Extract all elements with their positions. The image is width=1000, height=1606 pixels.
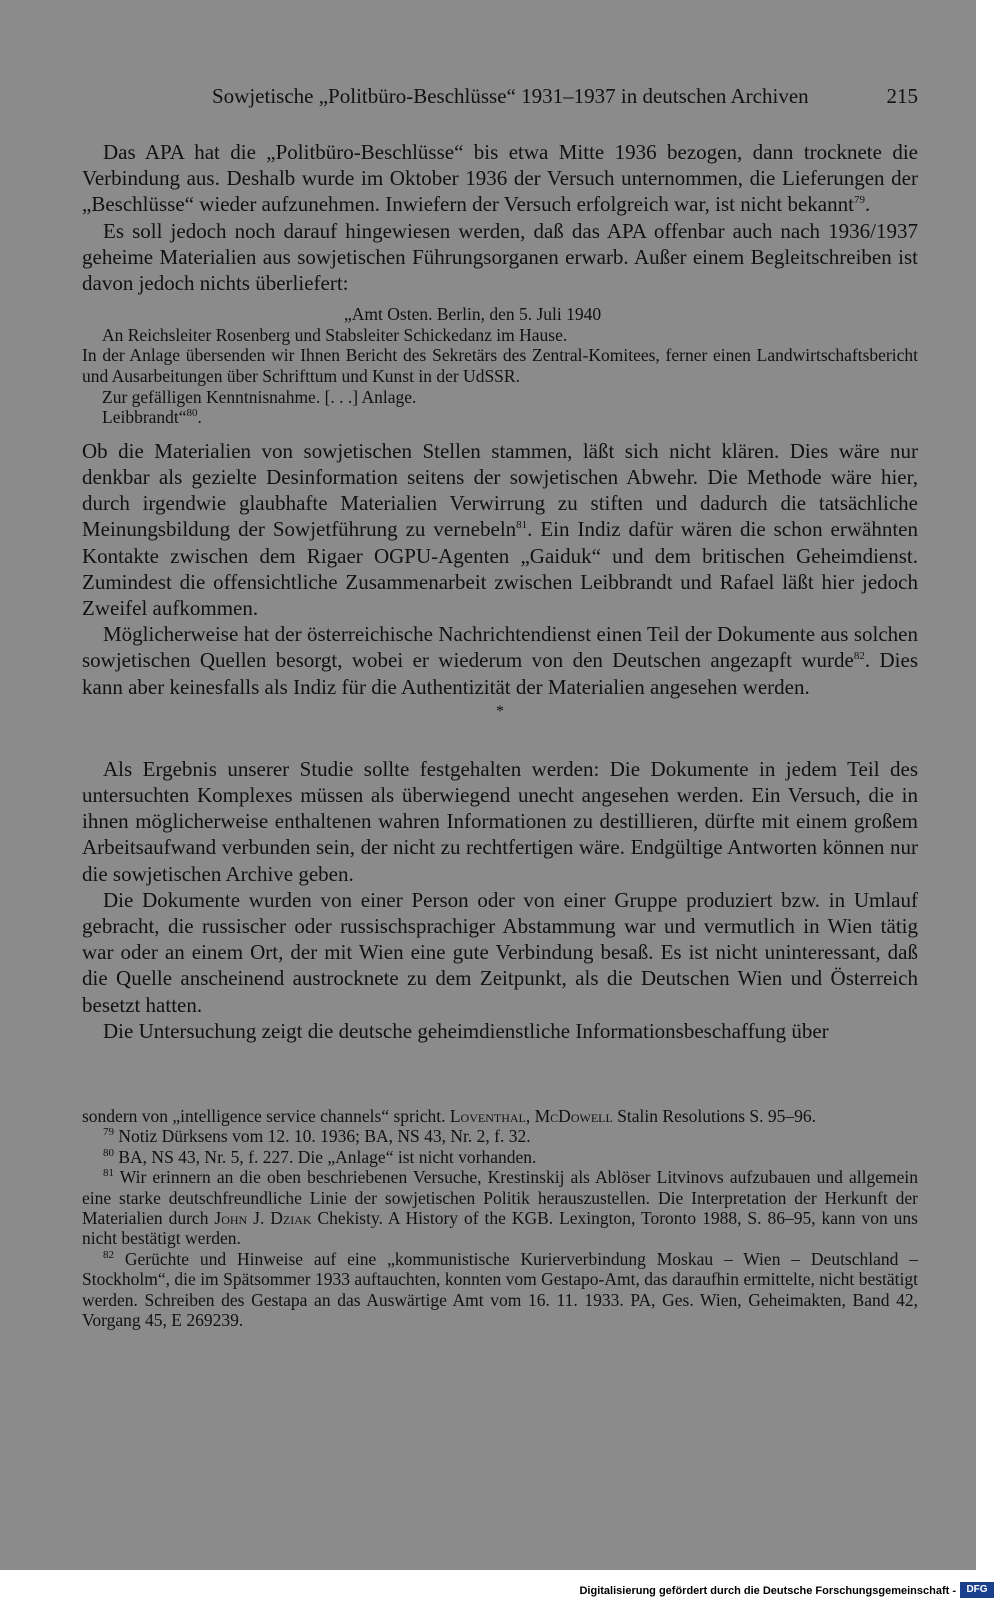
quote-closing: Zur gefälligen Kenntnisnahme. [. . .] Anlage. xyxy=(102,386,417,407)
footnote-ref-81: 81 xyxy=(516,519,528,532)
quote-body: In der Anlage übersenden wir Ihnen Bericht des Sekretärs des Zentral-Komitees, ferner einen Landwirtschaftsbericht und Ausarbeitungen über Schrifttum und Kunst in der UdSSR. xyxy=(82,345,918,386)
quote-dateline: „Amt Osten. Berlin, den 5. Juli 1940 xyxy=(344,304,602,325)
footnote-ref-82: 82 xyxy=(853,650,865,663)
digitization-footer xyxy=(0,1570,998,1606)
author-name: Loventhal, McDowell xyxy=(449,1106,613,1126)
footnote-82: $^{82}$ Gerüchte und Hinweise auf eine „kommunistische Kurierverbindung Moskau – Wien – Deutschland – Stockholm“, die im Spätsommer 1933 auftauchten, konnten vom Gestapo-Amt, das daraufhin ermittelte, nicht bestätigt werden. Schreiben des Gestapa an das Auswärtige Amt vom 16. 11. 1933. PA, Ges. Wien, Geheimakten, Band 42, Vorgang 45, E 269239. xyxy=(82,1248,918,1331)
footnote-81: $^{81}$ Wir erinnern an die oben beschriebenen Versuche, Krestinskij als Ablöser Litvinovs aufzubauen und allgemein eine starke deutschfreundliche Linie der sowjetischen Politik herauszustellen. Die Interpretation der Herkunft der Materialien durch John J. Dziak Chekisty. A History of the KGB. Lexington, Toronto 1988, S. 86–95, kann von uns nicht bestätigt werden. xyxy=(82,1167,918,1249)
footnotes xyxy=(82,1106,918,1330)
paragraph-3: Ob die Materialien von sowjetischen Stellen stammen, läßt sich nicht klären. Dies wäre nur denkbar als gezielte Desinformation seitens der sowjetischen Abwehr. Die Methode wäre hier, durch irgendwie glaubhafte Materialien Verwirrung zu stiften und dadurch die tatsächliche Meinungsbildung der Sowjetführung zu vernebeln$^{81}$. Ein Indiz dafür wären die schon erwähnten Kontakte zwischen dem Rigaer OGPU-Agenten „Gaiduk“ und dem britischen Geheimdienst. Zumindest die offensichtliche Zusammenarbeit zwischen Leibbrandt und Rafael läßt hier jedoch Zweifel aufkommen. xyxy=(82,438,918,620)
main-text xyxy=(82,139,918,1044)
paragraph-1: Das APA hat die „Politbüro-Beschlüsse“ bis etwa Mitte 1936 bezogen, dann trocknete die Verbindung aus. Deshalb wurde im Oktober 1936 der Versuch unternommen, die Lieferungen der „Beschlüsse“ wieder aufzunehmen. Inwiefern der Versuch erfolgreich war, ist nicht bekannt$^{79}$. xyxy=(82,140,918,217)
running-title: Sowjetische „Politbüro-Beschlüsse“ 1931–1937 in deutschen Archiven xyxy=(212,84,809,108)
quote-signature: Leibbrandt“$^{80}$. xyxy=(102,407,202,428)
footnote-ref-79: 79 xyxy=(853,194,865,207)
footnote-ref-80: 80 xyxy=(186,407,198,420)
block-quote xyxy=(82,304,918,428)
paragraph-2: Es soll jedoch noch darauf hingewiesen werden, daß das APA offenbar auch nach 1936/1937 geheime Materialien aus sowjetischen Führungsorganen erwarb. Außer einem Begleitschreiben ist davon jedoch nichts überliefert: xyxy=(82,218,918,296)
paragraph-6: Die Dokumente wurden von einer Person oder von einer Gruppe produziert bzw. in Umlauf gebracht, die russischer oder russischsprachiger Abstammung war und vermutlich in Wien tätig war oder an einem Ort, der mit Wien eine gute Verbindung besaß. Es ist nicht uninteressant, daß die Quelle anscheinend austrocknete zu dem Zeitpunkt, als die Deutschen Wien und Österreich besetzt hatten. xyxy=(82,887,918,1017)
page-number: 215 xyxy=(886,84,918,108)
paragraph-4: Möglicherweise hat der österreichische Nachrichtendienst einen Teil der Dokumente aus solchen sowjetischen Quellen besorgt, wobei er wiederum von den Deutschen angezapft wurde$^{82}$. Dies kann aber keinesfalls als Indiz für die Authentizität der Materialien angesehen werden. xyxy=(82,622,918,699)
dfg-logo: DFG xyxy=(960,1582,994,1598)
footnote-79: $^{79}$ Notiz Dürksens vom 12. 10. 1936; BA, NS 43, Nr. 2, f. 32. xyxy=(103,1126,531,1147)
quote-addressee: An Reichsleiter Rosenberg und Stabsleiter Schickedanz im Hause. xyxy=(102,324,568,345)
paragraph-5: Als Ergebnis unserer Studie sollte festgehalten werden: Die Dokumente in jedem Teil des untersuchten Komplexes müssen als überwiegend unecht angesehen werden. Ein Versuch, die in ihnen möglicherweise enthaltenen wahren Informationen zu destillieren, dürfte mit einem großem Arbeitsaufwand verbunden sein, der nicht zu rechtfertigen wäre. Endgültige Antworten können nur die sowjetischen Archive geben. xyxy=(82,756,918,886)
footnote-80: $^{80}$ BA, NS 43, Nr. 5, f. 227. Die „Anlage“ ist nicht vorhanden. xyxy=(103,1146,537,1167)
running-header xyxy=(82,84,918,112)
footnote-continuation: sondern von „intelligence service channels“ spricht. Loventhal, McDowell Stalin Resolutions S. 95–96. xyxy=(82,1106,817,1126)
funding-credit: Digitalisierung gefördert durch die Deutsche Forschungsgemeinschaft - xyxy=(579,1585,956,1597)
paragraph-7: Die Untersuchung zeigt die deutsche geheimdienstliche Informationsbeschaffung über xyxy=(103,1018,829,1043)
section-separator: * xyxy=(496,702,504,720)
author-name: John J. Dziak xyxy=(214,1208,312,1229)
